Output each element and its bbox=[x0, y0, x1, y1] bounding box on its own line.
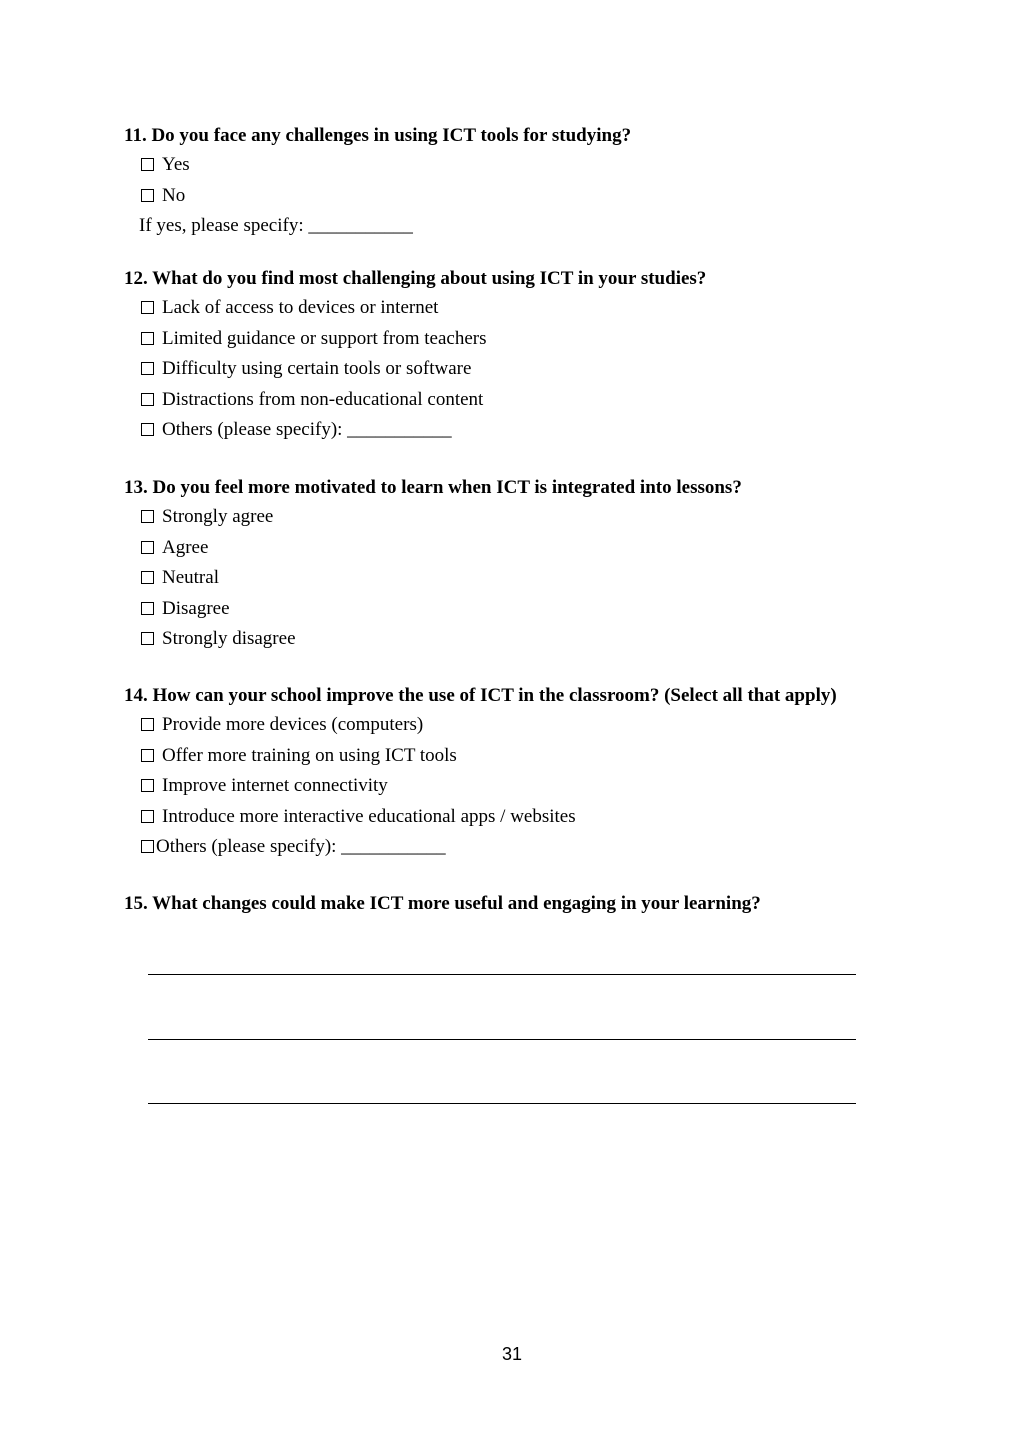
question-title: 15. What changes could make ICT more useful and engaging in your learning? bbox=[124, 893, 761, 914]
answer-line[interactable] bbox=[148, 1039, 856, 1040]
checkbox[interactable] bbox=[141, 840, 154, 853]
option-neutral[interactable] bbox=[124, 563, 924, 594]
question-12 bbox=[124, 265, 924, 446]
checkbox[interactable] bbox=[141, 571, 154, 584]
option-strongly-agree[interactable] bbox=[124, 502, 924, 533]
checkbox[interactable] bbox=[141, 423, 154, 436]
question-title: 12. What do you find most challenging about using ICT in your studies? bbox=[124, 268, 707, 289]
option-disagree[interactable] bbox=[124, 594, 924, 625]
checkbox[interactable] bbox=[141, 718, 154, 731]
option-lack-of-access[interactable] bbox=[124, 293, 924, 324]
option-label: Disagree bbox=[162, 597, 230, 619]
option-label: Offer more training on using ICT tools bbox=[162, 744, 457, 766]
checkbox[interactable] bbox=[141, 332, 154, 345]
answer-line[interactable] bbox=[148, 974, 856, 975]
option-label: Strongly agree bbox=[162, 506, 274, 527]
option-difficulty-using-tools[interactable] bbox=[124, 354, 924, 385]
option-label: Provide more devices (computers) bbox=[162, 714, 424, 735]
option-provide-devices[interactable] bbox=[124, 710, 924, 741]
option-limited-guidance[interactable] bbox=[124, 324, 924, 355]
option-label: Yes bbox=[162, 154, 190, 175]
option-label: Introduce more interactive educational apps / websites bbox=[162, 805, 576, 827]
option-label: No bbox=[162, 184, 186, 206]
option-label: Agree bbox=[162, 536, 209, 558]
option-interactive-apps[interactable] bbox=[124, 802, 924, 833]
checkbox[interactable] bbox=[141, 362, 154, 375]
checkbox[interactable] bbox=[141, 749, 154, 762]
option-yes[interactable] bbox=[124, 150, 924, 181]
checkbox[interactable] bbox=[141, 393, 154, 406]
question-14 bbox=[124, 682, 924, 863]
checkbox[interactable] bbox=[141, 632, 154, 645]
checkbox[interactable] bbox=[141, 779, 154, 792]
checkbox[interactable] bbox=[141, 810, 154, 823]
option-label: Neutral bbox=[162, 567, 219, 589]
option-label: Lack of access to devices or internet bbox=[162, 297, 439, 318]
option-agree[interactable] bbox=[124, 533, 924, 564]
option-label: Difficulty using certain tools or software bbox=[162, 358, 472, 380]
option-label: Others (please specify): ___________ bbox=[156, 836, 446, 858]
checkbox[interactable] bbox=[141, 301, 154, 314]
question-title: 11. Do you face any challenges in using ICT tools for studying? bbox=[124, 125, 632, 146]
option-improve-connectivity[interactable] bbox=[124, 771, 924, 802]
checkbox[interactable] bbox=[141, 541, 154, 554]
option-others[interactable] bbox=[124, 832, 924, 863]
specify-field[interactable]: If yes, please specify: ___________ bbox=[139, 215, 413, 237]
option-offer-training[interactable] bbox=[124, 741, 924, 772]
page-number: 31 bbox=[501, 1344, 523, 1364]
checkbox[interactable] bbox=[141, 602, 154, 615]
question-13 bbox=[124, 474, 924, 655]
question-15 bbox=[124, 890, 924, 918]
answer-line[interactable] bbox=[148, 1103, 856, 1104]
checkbox[interactable] bbox=[141, 510, 154, 523]
option-strongly-disagree[interactable] bbox=[124, 624, 924, 655]
question-title: 13. Do you feel more motivated to learn when ICT is integrated into lessons? bbox=[124, 477, 742, 498]
option-label: Strongly disagree bbox=[162, 628, 296, 650]
checkbox[interactable] bbox=[141, 189, 154, 202]
option-no[interactable] bbox=[124, 181, 924, 212]
option-distractions[interactable] bbox=[124, 385, 924, 416]
question-title: 14. How can your school improve the use of ICT in the classroom? (Select all that apply) bbox=[124, 685, 837, 706]
question-11 bbox=[124, 122, 924, 241]
checkbox[interactable] bbox=[141, 158, 154, 171]
option-label: Others (please specify): ___________ bbox=[162, 419, 452, 441]
option-others[interactable] bbox=[124, 415, 924, 446]
option-label: Limited guidance or support from teachers bbox=[162, 327, 487, 349]
option-label: Improve internet connectivity bbox=[162, 775, 388, 797]
option-label: Distractions from non-educational content bbox=[162, 388, 484, 410]
